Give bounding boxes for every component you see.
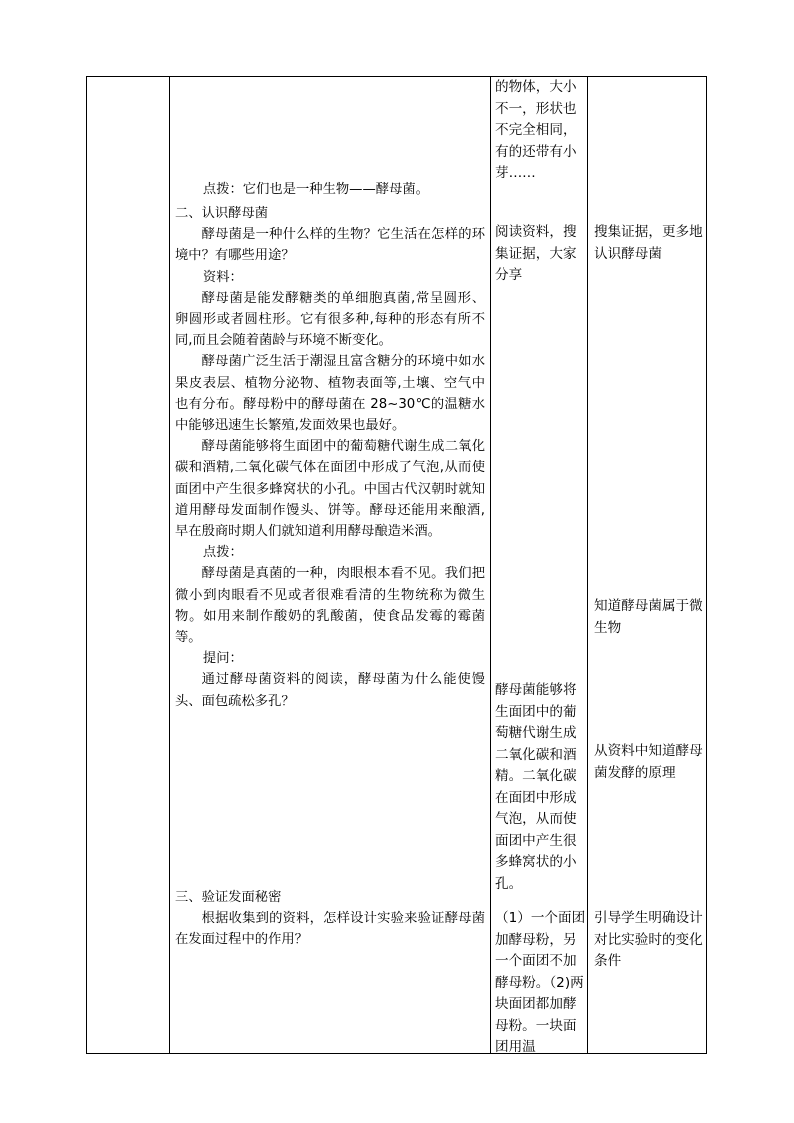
student-answer-text: 酵母菌能够将生面团中的葡萄糖代谢生成二氧化碳和酒精。二氧化碳在面团中形成气泡，从而使面团中产生很多蜂窝状的小孔。	[495, 682, 577, 892]
student-cell-answer	[495, 680, 587, 895]
material-paragraph-1: 酵母菌是能发酵糖类的单细胞真菌,常呈圆形、卵圆形或者圆柱形。它有很多种,每种的形态有所不同,而且会随着菌龄与环境不断变化。	[175, 290, 485, 349]
student-observation: 的物体，大小不一，形状也不完全相同，有的还带有小芽……	[495, 79, 577, 181]
section-2-question: 酵母菌是一种什么样的生物？它生活在怎样的环境中？有哪些用途？	[175, 227, 485, 264]
objective-cell-guide	[594, 908, 706, 973]
objective-cell-micro	[594, 596, 706, 639]
objective-micro-text: 知道酵母菌属于微生物	[594, 598, 703, 636]
objective-collect-text: 搜集证据，更多地认识酵母菌	[594, 224, 703, 262]
hint-paragraph: 酵母菌是真菌的一种，肉眼根本看不见。我们把微小到肉眼看不见或者很难看清的生物统称为微生物。如用来制作酸奶的乳酸菌，使食品发霉的霉菌等。	[175, 566, 485, 646]
ask-label: 提问：	[202, 651, 243, 667]
hint-text: 点拨：它们也是一种生物——酵母菌。	[202, 182, 429, 197]
section-3-question: 根据收集到的资料，怎样设计实验来验证酵母菌在发面过程中的作用？	[175, 911, 485, 948]
objective-cell-collect	[594, 222, 706, 265]
objective-principle-text: 从资料中知道酵母菌发酵的原理	[594, 743, 703, 781]
objective-guide-text: 引导学生明确设计对比实验时的变化条件	[594, 910, 703, 969]
student-cell-top	[495, 77, 587, 185]
column-divider	[490, 77, 491, 1053]
section-2-block	[175, 203, 485, 712]
teacher-hint-1	[175, 180, 495, 199]
objective-cell-principle	[594, 741, 706, 784]
material-paragraph-2: 酵母菌广泛生活于潮湿且富含糖分的环境中如水果皮表层、植物分泌物、植物表面等,土壤、空气中也有分布。酵母粉中的酵母菌在 28~30℃的温糖水中能够迅速生长繁殖,发面效果也最好。	[175, 354, 485, 434]
student-plan-text: （1）一个面团加酵母粉，另一个面团不加酵母粉。（2)两块面团都加酵母粉。一块面团用温	[495, 910, 586, 1055]
material-paragraph-3: 酵母菌能够将生面团中的葡萄糖代谢生成二氧化碳和酒精,二氧化碳气体在面团中形成了气泡,从而使面团中产生很多蜂窝状的小孔。中国古代汉朝时就知道用酵母发面制作馒头、饼等。酵母还能用来酿酒,早在殷商时期人们就知道利用酵母酿造米酒。	[175, 439, 485, 540]
hint-label: 点拨：	[202, 545, 243, 561]
column-divider	[587, 77, 588, 1053]
material-label: 资料：	[202, 269, 243, 285]
ask-paragraph: 通过酵母菌资料的阅读，酵母菌为什么能使馒头、面包疏松多孔？	[175, 672, 485, 709]
student-cell-read	[495, 222, 587, 287]
section-3-heading: 三、验证发面秘密	[175, 890, 282, 905]
student-cell-plan	[495, 908, 587, 1059]
section-2-heading: 二、认识酵母菌	[175, 206, 269, 221]
student-read-text: 阅读资料，搜集证据，大家分享	[495, 224, 577, 283]
section-3-block	[175, 887, 485, 951]
column-divider	[169, 77, 170, 1053]
